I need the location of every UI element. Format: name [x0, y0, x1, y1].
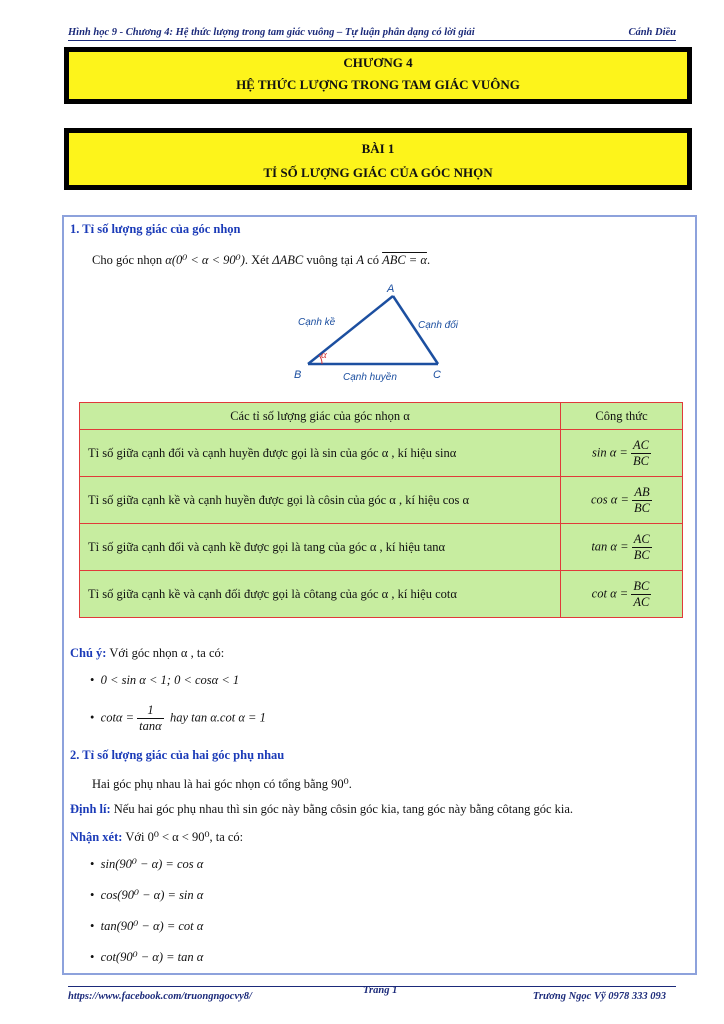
formula-numerator: AC — [633, 531, 650, 546]
identity-cot: cot(90⁰ − α) = tan α — [100, 950, 204, 964]
identity-cos: cos(90⁰ − α) = sin α — [100, 888, 204, 902]
formula-fn: cot α = — [591, 585, 629, 600]
identity-item: • sin(90⁰ − α) = cos α — [90, 857, 204, 871]
note-bullet-2: • cotα = $\frac{1}{\tan\alpha}$ hay tan α.cot α = 1 — [90, 703, 266, 733]
page-header — [68, 27, 676, 40]
formula-denominator: AC — [633, 594, 650, 609]
section1-intro — [92, 252, 430, 268]
intro-math-range: α(0⁰ < α < 90⁰) — [165, 253, 245, 267]
identity-item: • cot(90⁰ − α) = tan α — [90, 950, 204, 964]
intro-text-a: Cho góc nhọn — [92, 253, 166, 267]
formula-denominator: BC — [634, 500, 651, 515]
formula-numerator: BC — [633, 578, 650, 593]
identity-item: • tan(90⁰ − α) = cot α — [90, 919, 204, 933]
formula-fn: sin α = — [592, 444, 628, 459]
lesson-title: TỈ SỐ LƯỢNG GIÁC CỦA GÓC NHỌN — [263, 165, 493, 180]
label-A: A — [387, 283, 395, 295]
identity-tan: tan(90⁰ − α) = cot α — [100, 919, 204, 933]
table-header-ratio: Các tỉ số lượng giác của góc nhọn α — [80, 403, 561, 430]
remark-label: Nhận xét: — [70, 830, 123, 844]
ratio-table — [79, 402, 683, 618]
remark-text: Với 0⁰ < α < 90⁰, ta có: — [122, 830, 244, 844]
note-line — [70, 646, 224, 661]
formula-fn: tan α = — [591, 538, 629, 553]
page-number: Trang 1 — [363, 985, 398, 996]
row-sin-formula — [561, 430, 683, 477]
note-frac-numerator: 1 — [137, 703, 164, 719]
table-row — [80, 571, 683, 618]
intro-text-b: . Xét — [244, 253, 273, 267]
intro-text-d: có — [364, 253, 383, 267]
table-row — [80, 477, 683, 524]
intro-text-c: vuông tại — [303, 253, 357, 267]
label-opposite: Cạnh đối — [418, 320, 459, 331]
table-header-formula: Công thức — [561, 403, 683, 430]
remark-line — [70, 829, 243, 845]
header-divider — [68, 40, 676, 41]
row-tan-formula — [561, 524, 683, 571]
row-cos-text: Tỉ số giữa cạnh kề và cạnh huyền được gọi là côsin của góc α , kí hiệu cos α — [80, 477, 561, 524]
intro-math-triangle: ΔABC — [272, 253, 304, 267]
row-tan-text: Tỉ số giữa cạnh đối và cạnh kề được gọi là tang của góc α , kí hiệu tanα — [80, 524, 561, 571]
right-triangle-figure — [288, 280, 459, 385]
formula-numerator: AB — [632, 485, 652, 501]
footer-link[interactable]: https://www.facebook.com/truongngocvy8/ — [68, 991, 252, 1002]
note-bullet-2-rhs: hay tan α.cot α = 1 — [169, 710, 266, 725]
label-hypotenuse: Cạnh huyền — [343, 372, 397, 383]
note-bullet-1-text: 0 < sin α < 1; 0 < cosα < 1 — [100, 673, 240, 687]
theorem-text: Nếu hai góc phụ nhau thì sin góc này bằng côsin góc kia, tang góc này bằng côtang góc kia. — [110, 802, 574, 816]
header-publisher: Cánh Diều — [628, 27, 676, 38]
formula-numerator: AC — [632, 437, 649, 452]
label-B: B — [294, 369, 302, 381]
row-cot-formula — [561, 571, 683, 618]
identity-item: • cos(90⁰ − α) = sin α — [90, 888, 204, 902]
formula-denominator: BC — [633, 547, 650, 562]
row-cos-formula — [561, 477, 683, 524]
formula-fn: cos α = — [590, 491, 629, 506]
intro-text-e: . — [426, 253, 431, 267]
label-C: C — [433, 369, 441, 381]
chapter-number: CHƯƠNG 4 — [343, 55, 413, 70]
theorem-label: Định lí: — [70, 802, 111, 816]
intro-math-angle: ABC = α — [382, 253, 427, 267]
identity-sin: sin(90⁰ − α) = cos α — [100, 857, 204, 871]
lesson-number: BÀI 1 — [361, 141, 395, 156]
theorem-line — [70, 802, 573, 817]
note-label: Chú ý: — [70, 646, 107, 660]
row-cot-text: Tỉ số giữa cạnh kề và cạnh đối được gọi là côtang của góc α , kí hiệu cotα — [80, 571, 561, 618]
note-bullet-1: • 0 < sin α < 1; 0 < cosα < 1 — [90, 673, 240, 687]
intro-math-vertex: A — [356, 253, 365, 267]
chapter-title: HỆ THỨC LƯỢNG TRONG TAM GIÁC VUÔNG — [236, 77, 520, 92]
label-alpha: α — [321, 349, 327, 361]
label-adjacent: Cạnh kề — [298, 317, 336, 328]
section2-title: 2. Tỉ số lượng giác của hai góc phụ nhau — [70, 748, 285, 762]
lesson-banner — [64, 128, 692, 190]
section1-title: 1. Tỉ số lượng giác của góc nhọn — [70, 222, 241, 236]
table-row — [80, 430, 683, 477]
table-row — [80, 524, 683, 571]
header-title: Hình học 9 - Chương 4: Hệ thức lượng trong tam giác vuông – Tự luận phân dạng có lời giải — [68, 27, 475, 38]
row-sin-text: Tỉ số giữa cạnh đối và cạnh huyền được gọi là sin của góc α , kí hiệu sinα — [80, 430, 561, 477]
formula-denominator: BC — [632, 453, 649, 468]
footer-author: Trương Ngọc Vỹ 0978 333 093 — [532, 991, 666, 1002]
note-bullet-2-lhs: cotα = — [100, 710, 135, 725]
chapter-banner — [64, 47, 692, 104]
note-text: Với góc nhọn α , ta có: — [106, 646, 225, 660]
table-header-row — [80, 403, 683, 430]
note-frac-denominator: tanα — [139, 719, 162, 733]
page-footer — [68, 986, 676, 1007]
section2-definition: Hai góc phụ nhau là hai góc nhọn có tổng bằng 90⁰. — [92, 777, 352, 791]
